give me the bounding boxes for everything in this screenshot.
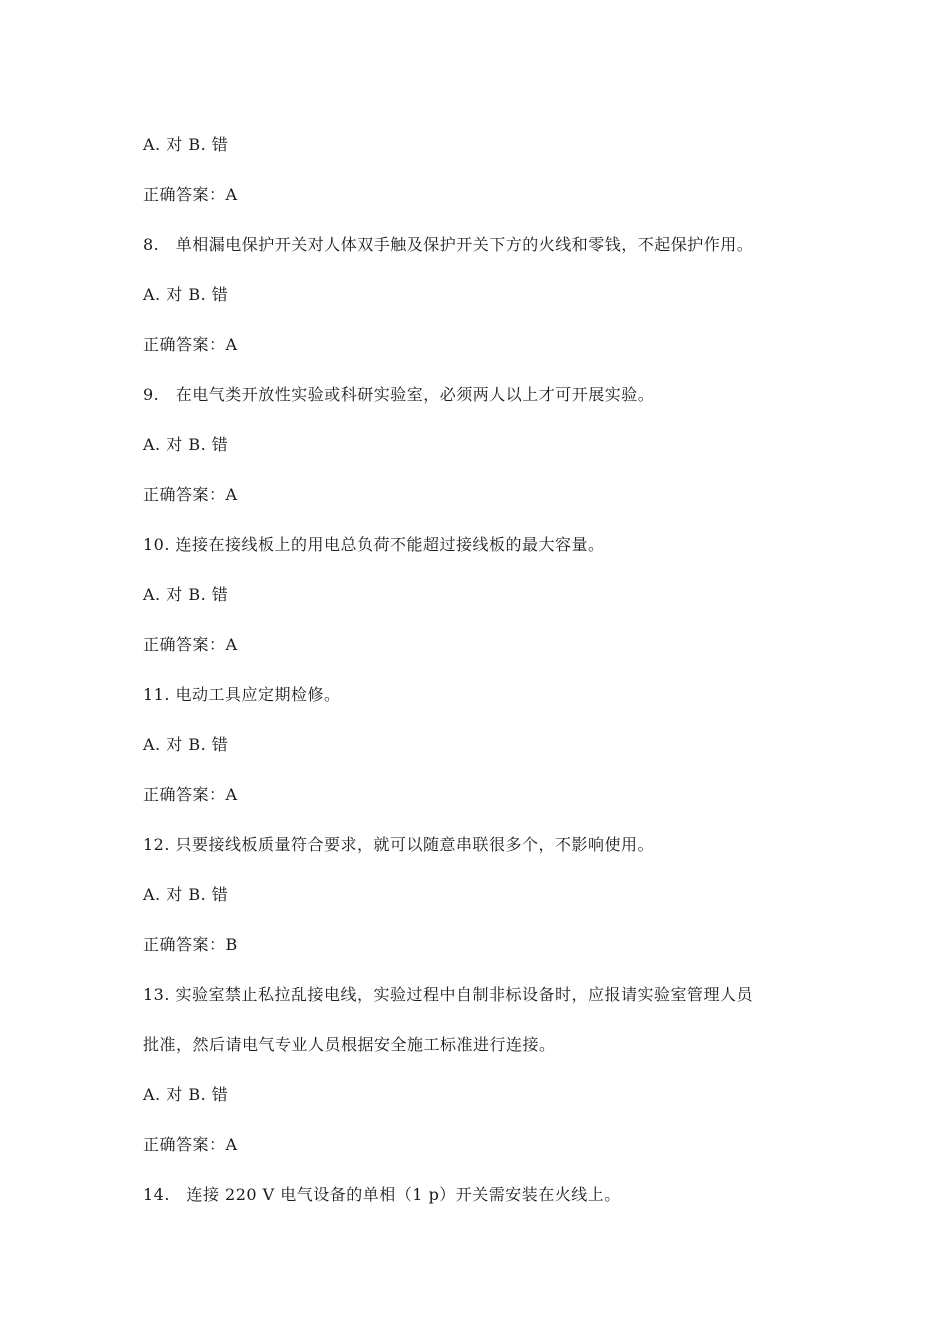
answer-line: 正确答案：A bbox=[143, 785, 238, 804]
answer-line: 正确答案：B bbox=[143, 935, 238, 954]
question-10: 10. 连接在接线板上的用电总负荷不能超过接线板的最大容量。 bbox=[143, 535, 605, 554]
options-line: A. 对 B. 错 bbox=[143, 885, 229, 904]
question-13-continued: 批准，然后请电气专业人员根据安全施工标准进行连接。 bbox=[143, 1035, 556, 1054]
question-8: 8. 单相漏电保护开关对人体双手触及保护开关下方的火线和零钱，不起保护作用。 bbox=[143, 235, 754, 254]
question-14: 14. 连接 220 V 电气设备的单相（1 p）开关需安装在火线上。 bbox=[143, 1185, 621, 1204]
question-13: 13. 实验室禁止私拉乱接电线，实验过程中自制非标设备时，应报请实验室管理人员 bbox=[143, 985, 754, 1004]
options-line: A. 对 B. 错 bbox=[143, 1085, 229, 1104]
options-line: A. 对 B. 错 bbox=[143, 285, 229, 304]
options-line: A. 对 B. 错 bbox=[143, 135, 229, 154]
answer-line: 正确答案：A bbox=[143, 485, 238, 504]
question-12: 12. 只要接线板质量符合要求，就可以随意串联很多个，不影响使用。 bbox=[143, 835, 655, 854]
answer-line: 正确答案：A bbox=[143, 335, 238, 354]
question-9: 9. 在电气类开放性实验或科研实验室，必须两人以上才可开展实验。 bbox=[143, 385, 655, 404]
options-line: A. 对 B. 错 bbox=[143, 585, 229, 604]
options-line: A. 对 B. 错 bbox=[143, 435, 229, 454]
question-11: 11. 电动工具应定期检修。 bbox=[143, 685, 341, 704]
answer-line: 正确答案：A bbox=[143, 1135, 238, 1154]
answer-line: 正确答案：A bbox=[143, 635, 238, 654]
options-line: A. 对 B. 错 bbox=[143, 735, 229, 754]
answer-line: 正确答案：A bbox=[143, 185, 238, 204]
